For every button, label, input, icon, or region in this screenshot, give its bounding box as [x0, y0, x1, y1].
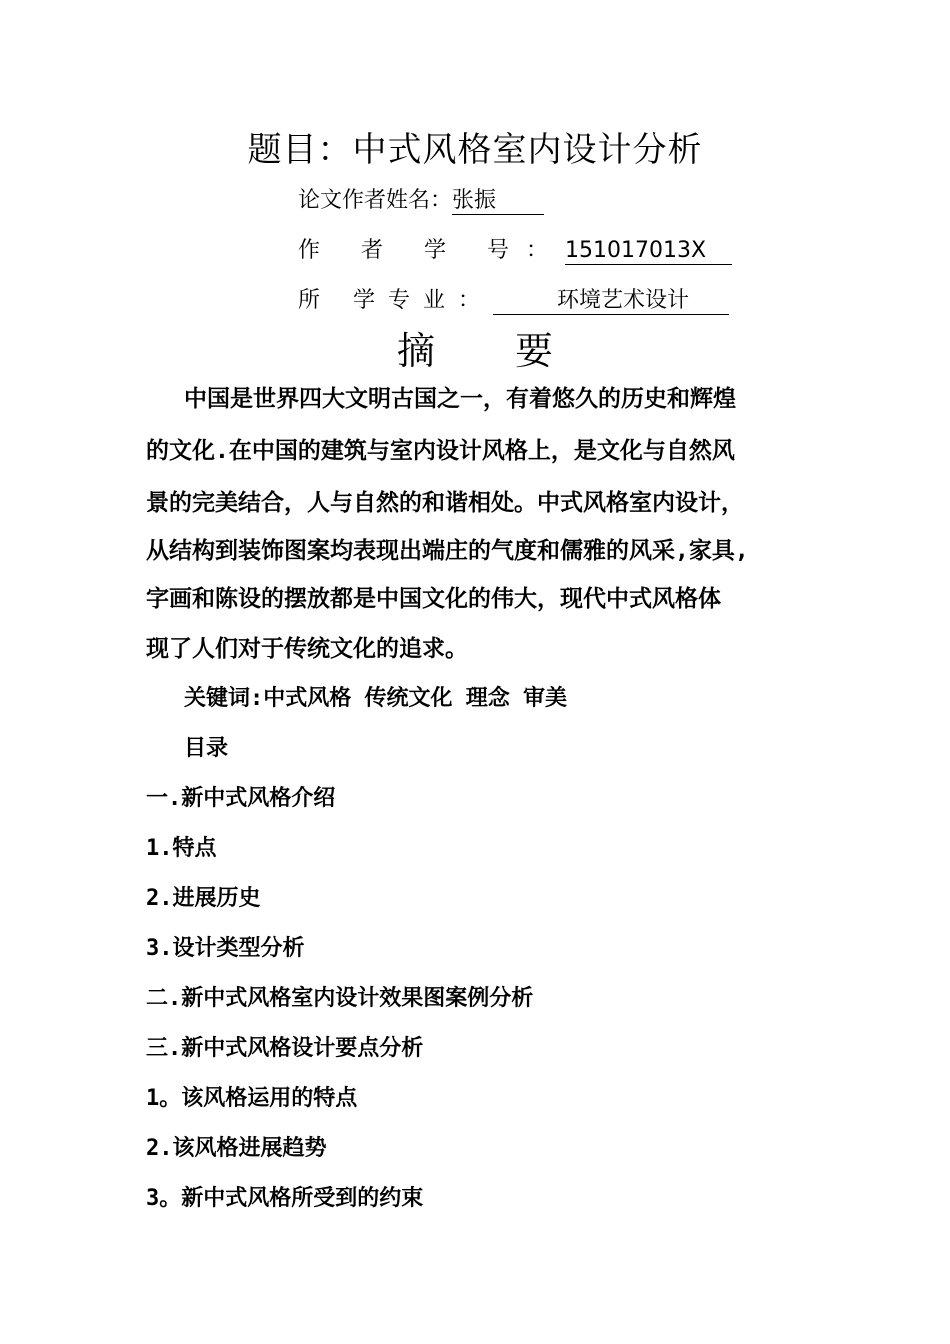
abstract-line: 的文化.在中国的建筑与室内设计风格上，是文化与自然风 [146, 438, 735, 464]
major-label: 所 学专业： [298, 288, 493, 313]
student-id-row [298, 236, 732, 266]
abstract-line: 现了人们对于传统文化的追求。 [146, 636, 468, 662]
student-id-value: 151017013X [565, 239, 732, 265]
keywords: 关键词:中式风格 传统文化 理念 审美 [184, 686, 567, 711]
author-row [298, 186, 544, 216]
toc-item: 2.该风格进展趋势 [146, 1136, 327, 1161]
toc-item: 3。新中式风格所受到的约束 [146, 1186, 424, 1211]
abstract-line: 景的完美结合，人与自然的和谐相处。中式风格室内设计， [146, 490, 744, 516]
toc-item: 2.进展历史 [146, 886, 261, 911]
author-value: 张振 [452, 189, 544, 215]
toc-item: 二.新中式风格室内设计效果图案例分析 [146, 986, 534, 1011]
toc-heading: 目录 [184, 736, 229, 761]
abstract-line: 中国是世界四大文明古国之一，有着悠久的历史和辉煌 [184, 386, 736, 412]
author-label: 论文作者姓名： [298, 188, 453, 213]
toc-item: 三.新中式风格设计要点分析 [146, 1036, 424, 1061]
major-row [298, 286, 729, 316]
toc-item: 3.设计类型分析 [146, 936, 305, 961]
student-id-label: 作 者 学 号： [298, 238, 565, 263]
document-title: 题目：中式风格室内设计分析 [247, 130, 703, 170]
abstract-line: 从结构到装饰图案均表现出端庄的气度和儒雅的风采,家具, [146, 538, 749, 564]
toc-item: 1.特点 [146, 836, 217, 861]
toc-item: 1。该风格运用的特点 [146, 1086, 358, 1111]
major-value: 环境艺术设计 [493, 289, 729, 315]
abstract-line: 字画和陈设的摆放都是中国文化的伟大，现代中式风格体 [146, 586, 721, 612]
toc-item: 一.新中式风格介绍 [146, 786, 336, 811]
abstract-heading: 摘要 [396, 329, 633, 373]
